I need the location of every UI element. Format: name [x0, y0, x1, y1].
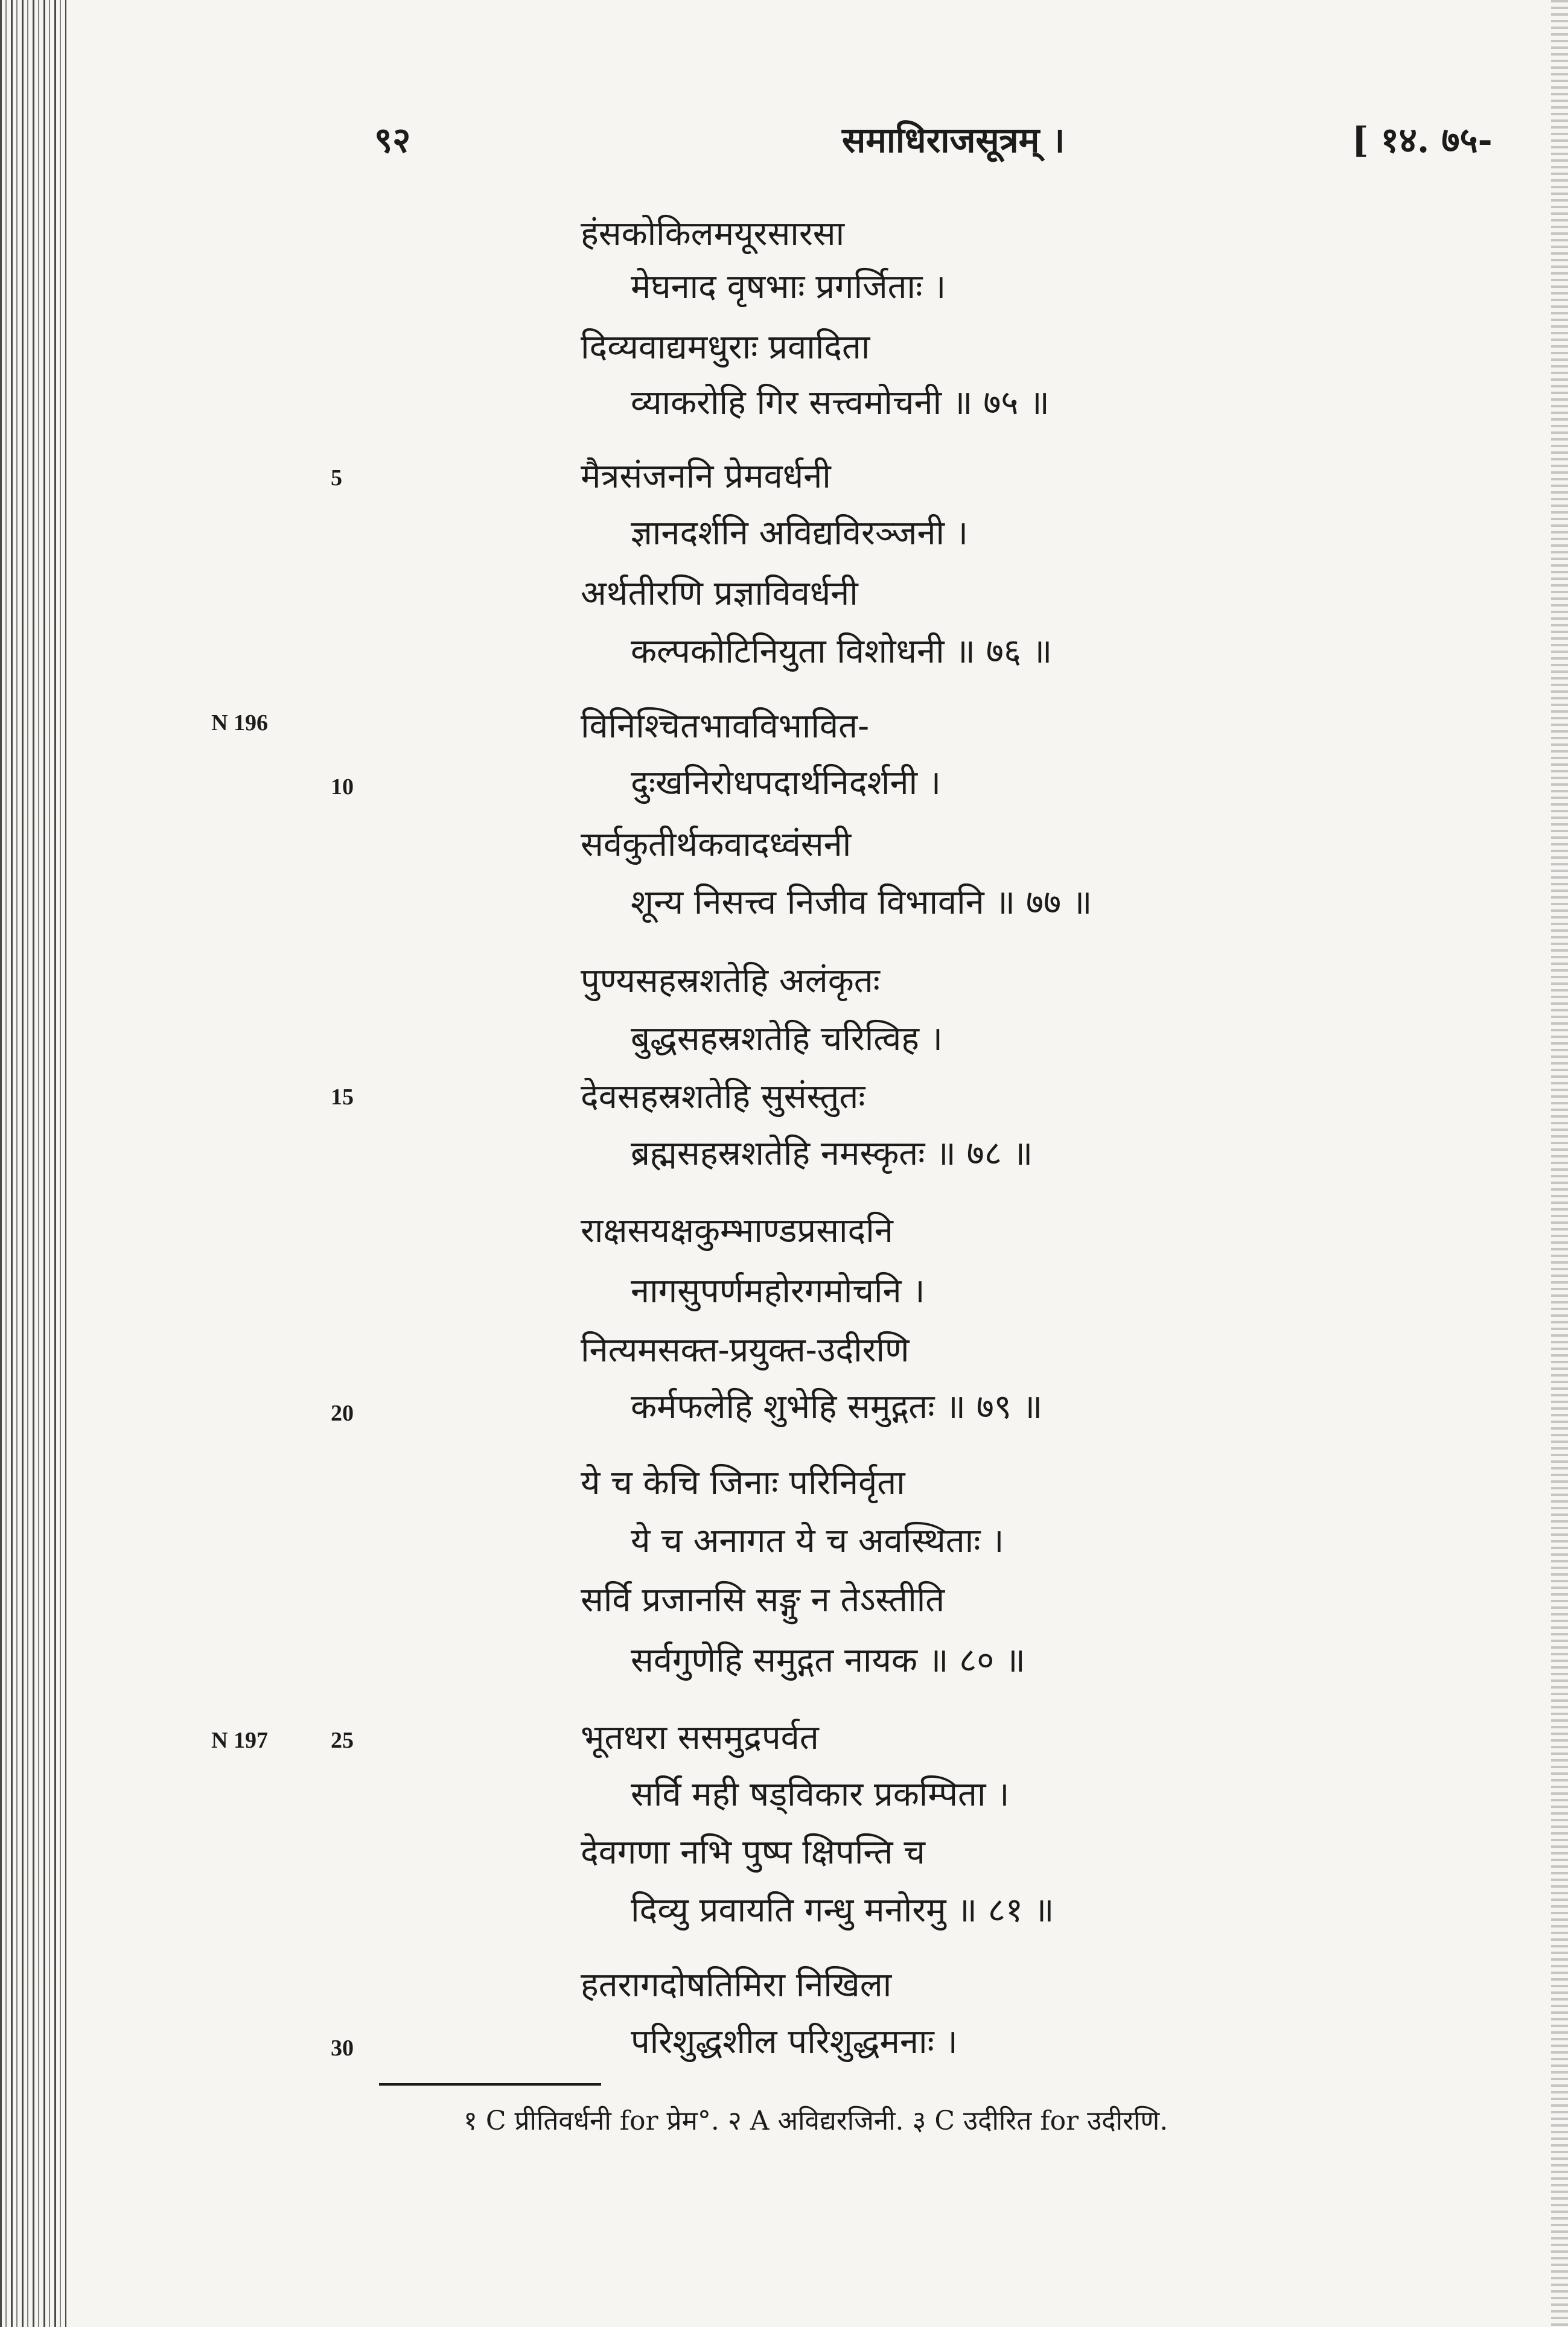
verse-line: राक्षसयक्षकुम्भाण्डप्रसादनि [581, 1211, 893, 1250]
verse-line: सर्वि मही षड्विकार प्रकम्पिता । [631, 1775, 1010, 1814]
verse-line: हंसकोकिलमयूरसारसा [581, 214, 845, 253]
verse-line: बुद्धसहस्रशतेहि चरित्विह । [631, 1019, 943, 1058]
running-title: समाधिराजसूत्रम् । [842, 119, 1065, 161]
verse-line: हतरागदोषतिमिरा निखिला [581, 1966, 892, 2005]
line-number: 15 [331, 1084, 354, 1110]
verse-line: दिव्यवाद्यमधुराः प्रवादिता [581, 328, 870, 367]
verse-line: पुण्यसहस्रशतेहि अलंकृतः [581, 961, 880, 1001]
footnote-rule [379, 2083, 601, 2086]
verse-line: नित्यमसक्त-प्रयुक्त-उदीरणि [581, 1331, 910, 1370]
verse-line: देवगणा नभि पुष्प क्षिपन्ति च [581, 1833, 925, 1872]
verse-line: भूतधरा ससमुद्रपर्वत [581, 1718, 819, 1757]
verse-line: ये च अनागत ये च अवस्थिताः । [631, 1521, 1004, 1561]
manuscript-reference: N 197 [211, 1728, 268, 1753]
section-reference: [ १४. ७५- [1352, 119, 1493, 161]
verse-line: शून्य निसत्त्व निजीव विभावनि ॥ ७७ ॥ [631, 883, 1092, 922]
verse-line: विनिश्चितभावविभावित- [581, 707, 870, 746]
line-number: 20 [331, 1401, 354, 1426]
footnote: १ C प्रीतिवर्धनी for प्रेम°. २ A अविद्यरजिनी. ३ C उदीरित for उदीरणि. [464, 2106, 1168, 2136]
verse-line: देवसहस्रशतेहि सुसंस्तुतः [581, 1077, 865, 1116]
verse-line: दुःखनिरोधपदार्थनिदर्शनी । [631, 763, 942, 803]
verse-line: कर्मफलेहि शुभेहि समुद्गतः ॥ ७९ ॥ [631, 1387, 1043, 1427]
verse-line: परिशुद्धशील परिशुद्धमनाः । [631, 2022, 958, 2061]
verse-line: ब्रह्मसहस्रशतेहि नमस्कृतः ॥ ७८ ॥ [631, 1134, 1033, 1173]
line-number: 25 [331, 1728, 354, 1753]
verse-line: सर्वि प्रजानसि सङ्गु न तेऽस्तीति [581, 1581, 945, 1620]
verse-line: मैत्रसंजननि प्रेमवर्धनी [581, 457, 831, 496]
verse-line: ये च केचि जिनाः परिनिर्वृता [581, 1463, 905, 1503]
verse-line: अर्थतीरणि प्रज्ञाविवर्धनी [581, 574, 858, 613]
verse-line: सर्वगुणेहि समुद्गत नायक ॥ ८० ॥ [631, 1641, 1025, 1680]
manuscript-reference: N 196 [211, 710, 268, 736]
verse-line: दिव्यु प्रवायति गन्धु मनोरमु ॥ ८१ ॥ [631, 1891, 1054, 1930]
line-number: 5 [331, 465, 342, 491]
verse-line: ज्ञानदर्शनि अविद्यविरञ्जनी । [631, 514, 969, 553]
verse-line: मेघनाद वृषभाः प्रगर्जिताः । [631, 267, 946, 307]
line-number: 30 [331, 2036, 354, 2061]
verse-line: सर्वकुतीर्थकवादध्वंसनी [581, 825, 852, 864]
verse-line: नागसुपर्णमहोरगमोचनि । [631, 1272, 925, 1311]
page-number: ९२ [374, 119, 411, 161]
verse-line: व्याकरोहि गिर सत्त्वमोचनी ॥ ७५ ॥ [631, 383, 1050, 422]
verse-line: कल्पकोटिनियुता विशोधनी ॥ ७६ ॥ [631, 632, 1053, 671]
line-number: 10 [331, 774, 354, 800]
